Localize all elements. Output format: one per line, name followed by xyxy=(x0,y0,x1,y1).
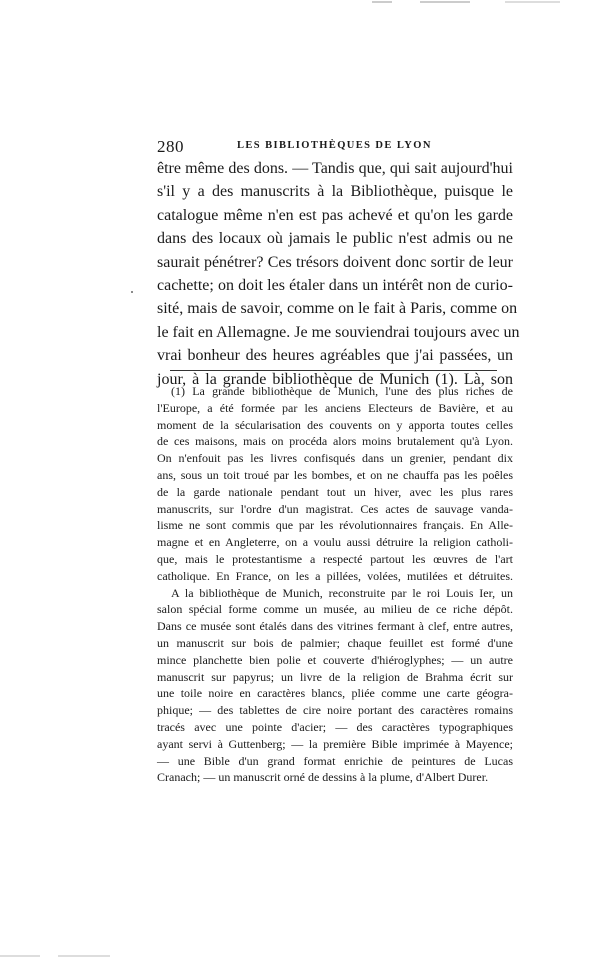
running-title: LES BIBLIOTHÈQUES DE LYON xyxy=(237,140,432,151)
page-header xyxy=(157,137,513,157)
body-line: sité, mais de savoir, comme on le fait à Paris, comme on xyxy=(157,300,518,318)
body-line: vrai bonheur des heures agréables que j'ai passées, un xyxy=(157,347,513,365)
scan-speck xyxy=(131,291,133,293)
footnote-line: — une Bible d'un grand format enrichie de peintures de Lucas xyxy=(157,753,513,768)
body-line: catalogue même n'en est pas achevé et qu'on les garde xyxy=(157,206,513,224)
footnote-line: salon spécial forme comme un musée, au milieu de ce riche dépôt. xyxy=(157,602,513,617)
footnote-line: manuscrits, sur l'ordre d'un magistrat. Ces actes de sauvage vanda- xyxy=(157,501,513,516)
footnote-line: (1) La grande bibliothèque de Munich, l'une des plus riches de xyxy=(171,384,513,398)
body-line: s'il y a des manuscrits à la Bibliothèque, puisque le xyxy=(157,183,513,201)
body-line: être même des dons. — Tandis que, qui sait aujourd'hui xyxy=(157,160,513,177)
footnote-line: une toile noire en caractères blancs, pliée comme une carte géogra- xyxy=(157,686,513,701)
body-line: dans des locaux où jamais le public n'est admis ou ne xyxy=(157,230,513,248)
footnote-line: A la bibliothèque de Munich, reconstruite par le roi Louis Ier, un xyxy=(171,585,513,600)
footnote-line: lisme ne sont commis que par les révolutionnaires français. En Alle- xyxy=(157,518,513,533)
footnote-line: manuscrit sur papyrus; un livre de la religion de Brahma écrit sur xyxy=(157,669,513,684)
body-line: cachette; on doit les étaler dans un intérêt non de curio- xyxy=(157,277,513,295)
footnote-line: Cranach; — un manuscrit orné de dessins à la plume, d'Albert Durer. xyxy=(157,770,489,785)
main-text xyxy=(157,157,520,391)
footnote-line: de ces maisons, mais on procéda alors moins brutalement qu'à Lyon. xyxy=(157,434,513,449)
footnote-line: magne et en Angleterre, on a voulu aussi détruire la religion catholi- xyxy=(157,535,513,550)
body-line: saurait pénétrer? Ces trésors doivent donc sortir de leur xyxy=(157,253,513,271)
footnote-line: Dans ce musée sont étalés dans des vitrines fermant à clef, entre autres, xyxy=(157,619,513,634)
footnote-line: On n'enfouit pas les livres confisqués dans un grenier, pendant dix xyxy=(157,451,513,466)
footnote-line: moment de la sécularisation des couvents on y apporta toutes celles xyxy=(157,417,513,432)
page-number: 280 xyxy=(157,137,184,156)
footnote-line: ans, sous un toit troué par les bombes, et on ne chauffa pas les poêles xyxy=(157,467,513,482)
footnote-line: mince planchette bien polie et couverte d'hiéroglyphes; — un autre xyxy=(157,652,513,667)
footnote-line: tracés avec une pointe d'acier; — des caractères typographiques xyxy=(157,719,513,734)
footnote-line: ayant servi à Guttenberg; — la première Bible imprimée à Mayence; xyxy=(157,736,513,751)
footnote-line: de la garde nationale pendant tout un hiver, avec les plus rares xyxy=(157,484,513,499)
footnote-line: l'Europe, a été formée par les anciens Electeurs de Bavière, et au xyxy=(157,400,513,415)
footnote-line: phique; — des tablettes de cire noire portant des caractères romains xyxy=(157,703,513,718)
footnote xyxy=(157,383,513,786)
body-line: le fait en Allemagne. Je me souviendrai toujours avec un xyxy=(157,323,520,341)
footnote-separator xyxy=(170,370,497,371)
footnote-line: catholique. En France, on les a pillées, volées, mutilées et détruites. xyxy=(157,568,513,583)
footnote-line: que, mais le protestantisme a respecté partout les œuvres de l'art xyxy=(157,551,513,566)
footnote-line: un manuscrit sur bois de palmier; chaque feuillet est formé d'une xyxy=(157,635,513,650)
body-line: jour, à la grande bibliothèque de Munich (1). Là, son xyxy=(157,370,513,388)
